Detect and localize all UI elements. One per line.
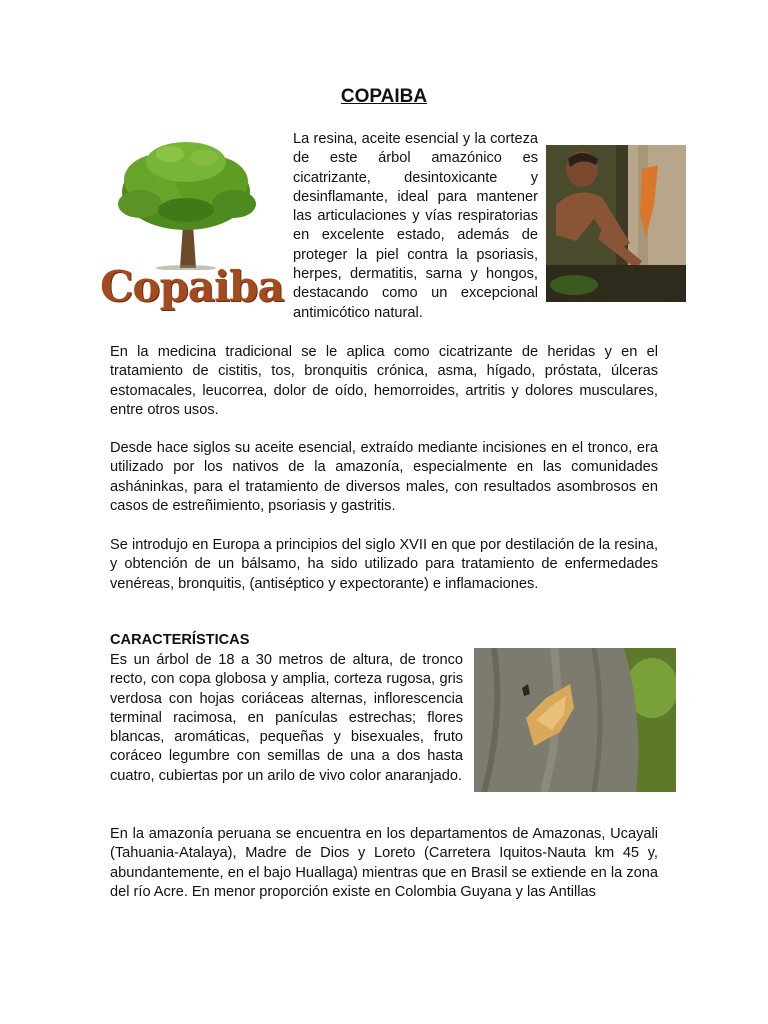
paragraph-historia: Desde hace siglos su aceite esencial, extraído mediante incisiones en el tronco, era utilizado por los nativos de la amazonía, especialmente en las comunidades asháninkas, para el tratamiento de diversos males, con resultados asombrosos en casos de estreñimiento, psoriasis y gastritis. xyxy=(110,440,658,514)
paragraph-medicina: En la medicina tradicional se le aplica como cicatrizante de heridas y en el tratamiento de cistitis, tos, bronquitis crónica, asma, hígado, próstata, úlceras estomacales, leucorrea, dolor de oído, hemorroides, artritis y dolores musculares, entre otros usos. xyxy=(110,344,658,418)
tree-trunk-photo xyxy=(474,648,676,792)
intro-paragraph: La resina, aceite esencial y la corteza de este árbol amazónico es cicatrizante, desintoxicante y desinflamante, ideal para mantener las articulaciones y vías respiratorias en excelente estado, además de proteger la piel contra la psoriasis, herpes, dermatitis, sarna y hongos, destacando como un excepcional antimicótico natural. xyxy=(293,131,538,321)
paragraph-caracteristicas: Es un árbol de 18 a 30 metros de altura, de tronco recto, con copa globosa y amplia, corteza rugosa, gris verdosa con hojas coriáceas alternas, inflorescencia terminal racimosa, en panículas estrechas; flores blancas, aromáticas, pequeñas y bisexuales, fruto coráceo legumbre con semillas de una a dos hasta cuatro, cubiertas por un arilo de vivo color anaranjado. xyxy=(110,652,463,784)
section-heading-caracteristicas: CARACTERÍSTICAS xyxy=(110,632,250,648)
paragraph-distribucion: En la amazonía peruana se encuentra en los departamentos de Amazonas, Ucayali (Tahuania-Atalaya), Madre de Dios y Loreto (Carretera Iquitos-Nauta km 45 y, abundantemente, en el bajo Huallaga) mientras que en Brasil se extiende en la zona del río Acre. En menor proporción existe en Colombia Guyana y las Antillas xyxy=(110,826,658,900)
resin-harvest-photo xyxy=(546,145,686,302)
page-title: COPAIBA xyxy=(340,86,428,107)
tree-illustration xyxy=(100,140,272,270)
logo-wordmark: Copaiba xyxy=(100,262,284,311)
copaiba-logo xyxy=(100,140,284,328)
paragraph-europa: Se introdujo en Europa a principios del siglo XVII en que por destilación de la resina, y obtención de un bálsamo, ha sido utilizado para tratamiento de enfermedades venéreas, bronquitis, (antiséptico y expectorante) e inflamaciones. xyxy=(110,537,658,592)
